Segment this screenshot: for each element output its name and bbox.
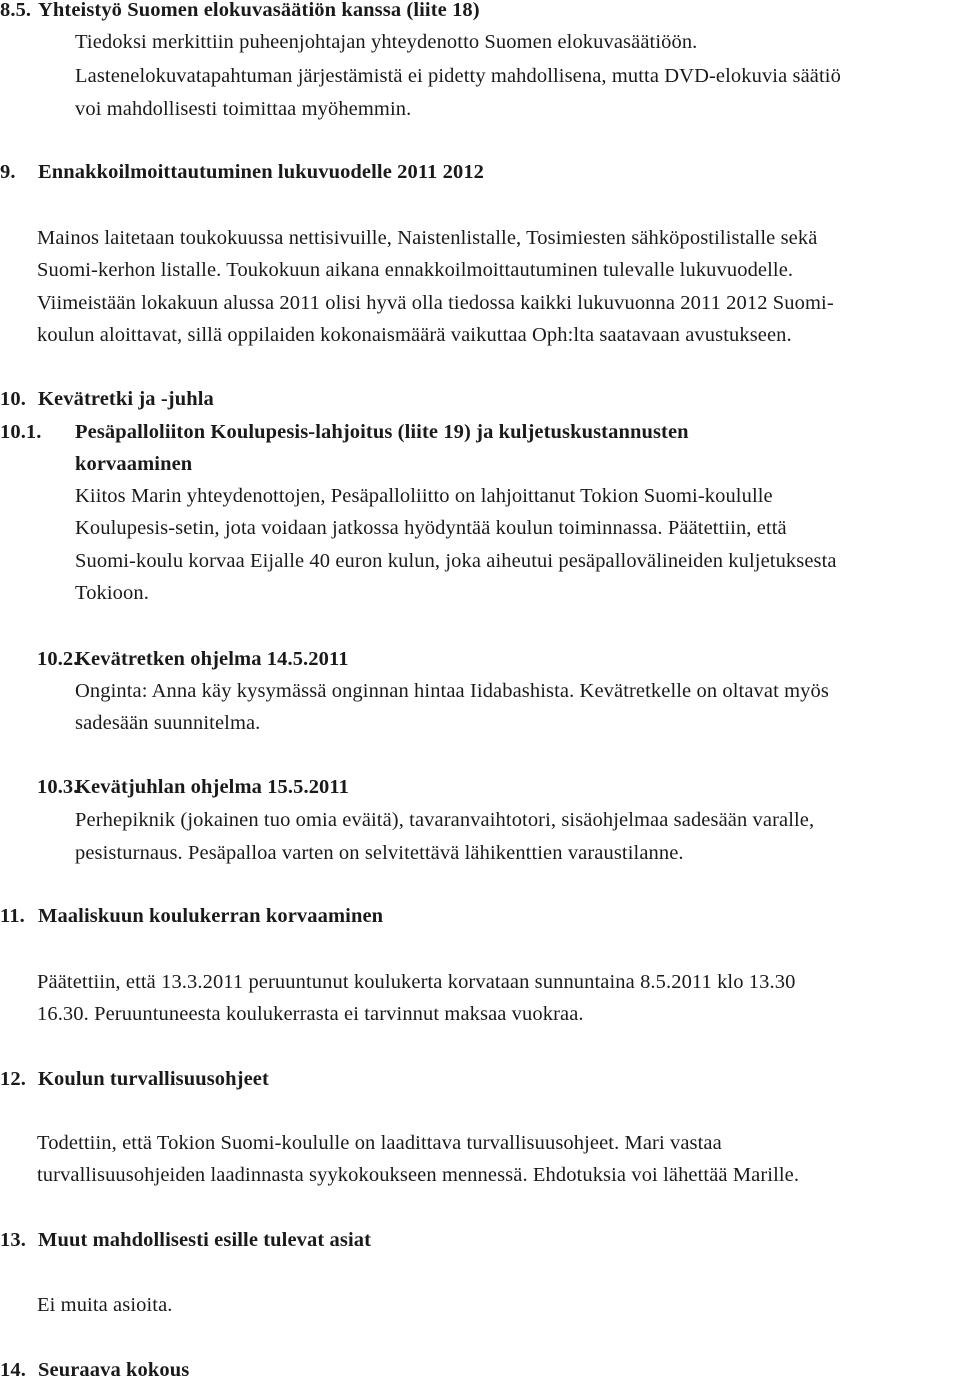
section-title: Kevätretki ja -juhla	[38, 388, 214, 410]
section-10-3-heading	[37, 775, 349, 799]
section-9-heading	[0, 160, 484, 184]
section-title: Muut mahdollisesti esille tulevat asiat	[38, 1229, 372, 1251]
section-number: 8.5.	[0, 0, 32, 21]
section-10-1-heading	[0, 420, 689, 444]
paragraph-line: 16.30. Peruuntuneesta koulukerrasta ei tarvinnut maksaa vuokraa.	[37, 1003, 584, 1025]
section-title: Ennakkoilmoittautuminen lukuvuodelle 2011 2012	[38, 161, 485, 183]
section-title: Koulun turvallisuusohjeet	[38, 1068, 269, 1090]
paragraph-line: Lastenelokuvatapahtuman järjestämistä ei pidetty mahdollisena, mutta DVD-elokuvia säätiö	[75, 65, 841, 87]
paragraph-line: Tokioon.	[75, 582, 149, 604]
section-title: Seuraava kokous	[38, 1359, 190, 1381]
paragraph-line: Perhepiknik (jokainen tuo omia eväitä), tavaranvaihtotori, sisäohjelmaa sadesään varalle,	[75, 809, 815, 831]
section-number: 10.1.	[0, 421, 42, 443]
section-10-2-heading	[37, 647, 349, 671]
section-title: Pesäpalloliiton Koulupesis-lahjoitus (liite 19) ja kuljetuskustannusten	[75, 421, 689, 443]
paragraph-line: Koulupesis-setin, jota voidaan jatkossa hyödyntää koulun toiminnassa. Päätettiin, että	[75, 517, 787, 539]
section-8-5-heading	[0, 0, 480, 22]
paragraph-line: Päätettiin, että 13.3.2011 peruuntunut koulukerta korvataan sunnuntaina 8.5.2011 klo 13.30	[37, 971, 796, 993]
paragraph-line: pesisturnaus. Pesäpalloa varten on selvitettävä lähikenttien varaustilanne.	[75, 842, 684, 864]
section-number: 10.3.	[37, 776, 79, 798]
section-title-continued: korvaaminen	[75, 453, 193, 475]
section-number: 10.	[0, 388, 26, 410]
section-title: Kevätjuhlan ohjelma 15.5.2011	[75, 776, 349, 798]
paragraph-line: Suomi-kerhon listalle. Toukokuun aikana ennakkoilmoittautuminen tulevalle lukuvuodelle.	[37, 259, 794, 281]
paragraph-line: Onginta: Anna käy kysymässä onginnan hintaa Iidabashista. Kevätretkelle on oltavat myös	[75, 680, 829, 702]
section-number: 10.2.	[37, 648, 79, 670]
paragraph-line: Suomi-koulu korvaa Eijalle 40 euron kulun, joka aiheutui pesäpallovälineiden kuljetuksesta	[75, 550, 837, 572]
section-number: 12.	[0, 1068, 26, 1090]
paragraph-line: sadesään suunnitelma.	[75, 712, 261, 734]
section-11-heading	[0, 904, 383, 928]
paragraph-line: Kiitos Marin yhteydenottojen, Pesäpalloliitto on lahjoittanut Tokion Suomi-koululle	[75, 485, 773, 507]
section-number: 14.	[0, 1359, 26, 1381]
section-title: Maaliskuun koulukerran korvaaminen	[38, 905, 384, 927]
paragraph-line: Mainos laitetaan toukokuussa nettisivuille, Naistenlistalle, Tosimiesten sähköpostilistalle sekä	[37, 227, 818, 249]
paragraph-line: Ei muita asioita.	[37, 1294, 173, 1316]
paragraph-line: koulun aloittavat, sillä oppilaiden kokonaismäärä vaikuttaa Oph:lta saatavaan avustukseen.	[37, 324, 792, 346]
section-number: 13.	[0, 1229, 26, 1251]
section-title: Kevätretken ohjelma 14.5.2011	[75, 648, 349, 670]
paragraph-line: Todettiin, että Tokion Suomi-koululle on laadittava turvallisuusohjeet. Mari vastaa	[37, 1132, 722, 1154]
paragraph-line: Viimeistään lokakuun alussa 2011 olisi hyvä olla tiedossa kaikki lukuvuonna 2011 2012 Suomi-	[37, 292, 834, 314]
paragraph-line: turvallisuusohjeiden laadinnasta syykokoukseen mennessä. Ehdotuksia voi lähettää Marille.	[37, 1164, 800, 1186]
section-10-heading	[0, 387, 214, 411]
paragraph-line: voi mahdollisesti toimittaa myöhemmin.	[75, 98, 412, 120]
section-number: 11.	[0, 905, 25, 927]
section-13-heading	[0, 1228, 371, 1252]
section-title: Yhteistyö Suomen elokuvasäätiön kanssa (liite 18)	[38, 0, 480, 21]
section-12-heading	[0, 1067, 269, 1091]
paragraph-line: Tiedoksi merkittiin puheenjohtajan yhteydenotto Suomen elokuvasäätiöön.	[75, 31, 698, 53]
section-number: 9.	[0, 161, 16, 183]
section-14-heading	[0, 1358, 189, 1382]
